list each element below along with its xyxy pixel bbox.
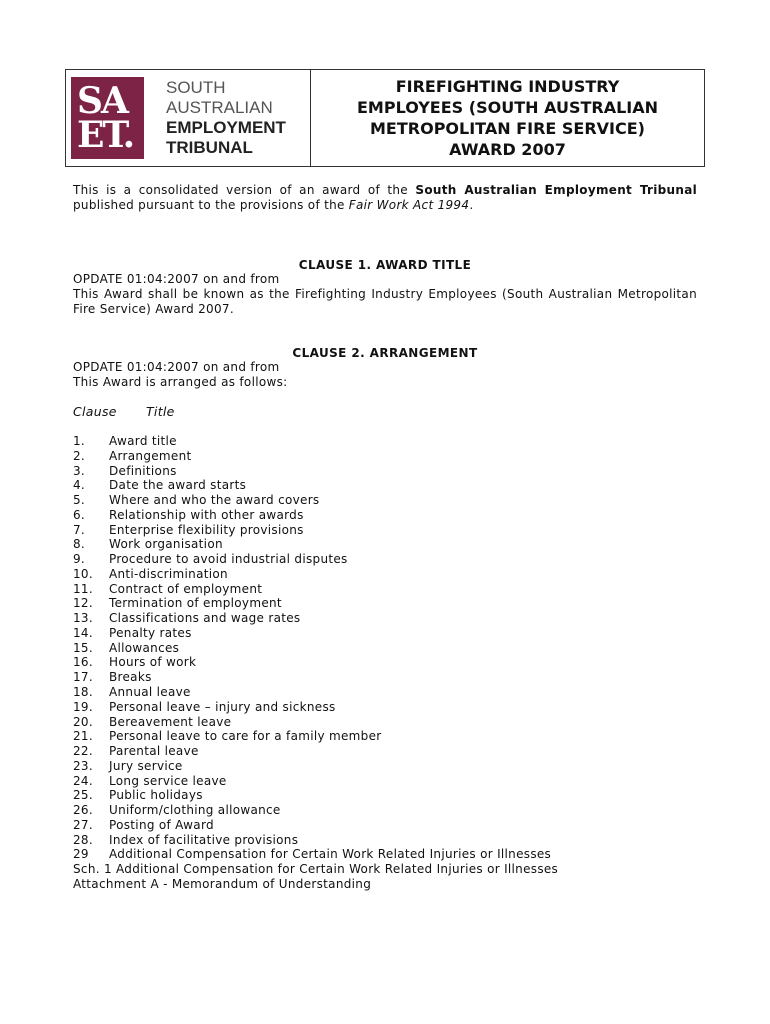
arrangement-item-title: Bereavement leave bbox=[109, 714, 232, 729]
intro-text: . bbox=[469, 198, 474, 212]
arrangement-item-title: Additional Compensation for Certain Work Related Injuries or Illnesses bbox=[109, 847, 552, 862]
arrangement-item bbox=[73, 759, 558, 774]
arrangement-item-title: Uniform/clothing allowance bbox=[109, 803, 281, 818]
arrangement-list bbox=[73, 434, 558, 892]
arrangement-item-title: Annual leave bbox=[109, 685, 191, 700]
arrangement-item-number: 15. bbox=[73, 640, 93, 655]
tribunal-logo bbox=[66, 70, 311, 166]
arrangement-item-number: 25. bbox=[73, 788, 93, 803]
arrangement-item bbox=[73, 523, 558, 538]
arrangement-item-number: 26. bbox=[73, 803, 93, 818]
intro-paragraph bbox=[73, 183, 697, 213]
arrangement-item-number: 9. bbox=[73, 552, 86, 567]
clause-1-heading: CLAUSE 1. AWARD TITLE bbox=[298, 258, 472, 272]
arrangement-item bbox=[73, 449, 558, 464]
logo-word-australian: AUSTRALIAN bbox=[166, 98, 273, 117]
arrangement-item-title: Where and who the award covers bbox=[109, 493, 320, 508]
arrangement-item bbox=[73, 464, 558, 479]
arrangement-item-number: 22. bbox=[73, 744, 93, 759]
arrangement-item-title: Date the award starts bbox=[109, 478, 247, 493]
arrangement-item bbox=[73, 596, 558, 611]
logo-wordmark bbox=[166, 78, 286, 158]
arrangement-item-title: Long service leave bbox=[109, 773, 227, 788]
arrangement-item bbox=[73, 788, 558, 803]
arrangement-item bbox=[73, 803, 558, 818]
award-title-line: AWARD 2007 bbox=[449, 140, 566, 159]
arrangement-item-number: 13. bbox=[73, 611, 93, 626]
arrangement-item-title: Posting of Award bbox=[109, 817, 214, 832]
arrangement-column-headers bbox=[73, 404, 175, 419]
arrangement-item-number: 29 bbox=[73, 847, 89, 862]
arrangement-item-title: Termination of employment bbox=[109, 596, 282, 611]
arrangement-item bbox=[73, 567, 558, 582]
arrangement-item-title: Personal leave – injury and sickness bbox=[109, 699, 336, 714]
arrangement-item bbox=[73, 715, 558, 730]
arrangement-item bbox=[73, 847, 558, 862]
arrangement-item-title: Definitions bbox=[109, 463, 177, 478]
arrangement-item-title: Penalty rates bbox=[109, 625, 192, 640]
intro-act-name: Fair Work Act 1994 bbox=[348, 198, 470, 212]
award-title-line: FIREFIGHTING INDUSTRY bbox=[395, 77, 620, 96]
arrangement-item-number: 20. bbox=[73, 714, 93, 729]
arrangement-item-title: Award title bbox=[109, 434, 177, 448]
arrangement-item-number: 24. bbox=[73, 773, 93, 788]
arrangement-item-number: 11. bbox=[73, 581, 93, 596]
arrangement-item-title: Breaks bbox=[109, 670, 152, 685]
clause-2-text: This Award is arranged as follows: bbox=[73, 375, 288, 389]
logo-word-tribunal: TRIBUNAL bbox=[166, 138, 253, 157]
arrangement-item-title: Allowances bbox=[109, 640, 180, 655]
arrangement-item-number: 2. bbox=[73, 448, 86, 463]
arrangement-item-number: 1. bbox=[73, 434, 86, 448]
arrangement-item-number: 5. bbox=[73, 493, 86, 508]
document-header bbox=[65, 69, 705, 167]
arrangement-item-number: 3. bbox=[73, 463, 86, 478]
arrangement-item-title: Enterprise flexibility provisions bbox=[109, 522, 304, 537]
intro-tribunal-name: South Australian Employment Tribunal bbox=[415, 183, 698, 197]
attachment-a-entry: Attachment A - Memorandum of Understanding bbox=[73, 876, 372, 891]
clause-1-text: This Award shall be known as the Firefighting Industry Employees (South Australian Metropolitan Fire Service) Award 2007. bbox=[73, 287, 697, 316]
arrangement-item bbox=[73, 833, 558, 848]
arrangement-item bbox=[73, 626, 558, 641]
logo-word-south: SOUTH bbox=[166, 78, 226, 97]
arrangement-item-title: Parental leave bbox=[109, 744, 199, 759]
arrangement-item-title: Arrangement bbox=[109, 448, 192, 463]
arrangement-item-title: Hours of work bbox=[109, 655, 197, 670]
arrangement-item bbox=[73, 508, 558, 523]
arrangement-item bbox=[73, 434, 558, 449]
logo-mark-line2: ET. bbox=[77, 114, 134, 156]
arrangement-item bbox=[73, 700, 558, 715]
column-header-clause: Clause bbox=[73, 404, 117, 419]
arrangement-item-number: 23. bbox=[73, 758, 93, 773]
arrangement-item bbox=[73, 537, 558, 552]
arrangement-item-number: 18. bbox=[73, 685, 93, 700]
arrangement-item-title: Anti-discrimination bbox=[109, 566, 228, 581]
arrangement-item bbox=[73, 729, 558, 744]
arrangement-item-number: 8. bbox=[73, 537, 86, 552]
arrangement-item-title: Jury service bbox=[109, 758, 183, 773]
arrangement-item bbox=[73, 611, 558, 626]
arrangement-item-number: 4. bbox=[73, 478, 86, 493]
arrangement-item-number: 7. bbox=[73, 522, 86, 537]
award-title-line: EMPLOYEES (SOUTH AUSTRALIAN bbox=[356, 98, 659, 117]
schedule-1-entry: Sch. 1 Additional Compensation for Certain Work Related Injuries or Illnesses bbox=[73, 862, 559, 877]
arrangement-item bbox=[73, 685, 558, 700]
arrangement-item-number: 27. bbox=[73, 817, 93, 832]
arrangement-item-number: 12. bbox=[73, 596, 93, 611]
arrangement-item-title: Public holidays bbox=[109, 788, 203, 803]
arrangement-item-number: 28. bbox=[73, 832, 93, 847]
arrangement-item-number: 17. bbox=[73, 670, 93, 685]
arrangement-item bbox=[73, 655, 558, 670]
arrangement-item-number: 10. bbox=[73, 566, 93, 581]
arrangement-item bbox=[73, 818, 558, 833]
arrangement-item bbox=[73, 478, 558, 493]
arrangement-item bbox=[73, 744, 558, 759]
clause-1-opdate: OPDATE 01:04:2007 on and from bbox=[73, 272, 280, 286]
arrangement-item-number: 16. bbox=[73, 655, 93, 670]
arrangement-item-title: Personal leave to care for a family member bbox=[109, 729, 382, 744]
arrangement-item-number: 6. bbox=[73, 507, 86, 522]
logo-mark-line1: SA bbox=[77, 80, 127, 122]
arrangement-item-title: Classifications and wage rates bbox=[109, 611, 301, 626]
arrangement-item bbox=[73, 774, 558, 789]
clause-2-opdate: OPDATE 01:04:2007 on and from bbox=[73, 360, 280, 374]
arrangement-item-number: 19. bbox=[73, 699, 93, 714]
award-title bbox=[311, 70, 704, 166]
logo-word-employment: EMPLOYMENT bbox=[166, 118, 286, 137]
clause-2-heading: CLAUSE 2. ARRANGEMENT bbox=[292, 346, 478, 360]
arrangement-item-number: 14. bbox=[73, 625, 93, 640]
award-title-line: METROPOLITAN FIRE SERVICE) bbox=[370, 119, 645, 138]
intro-text: This is a consolidated version of an award of the bbox=[73, 183, 416, 197]
arrangement-item-number: 21. bbox=[73, 729, 93, 744]
arrangement-item-title: Procedure to avoid industrial disputes bbox=[109, 552, 348, 567]
arrangement-item bbox=[73, 582, 558, 597]
column-header-title: Title bbox=[146, 404, 175, 419]
intro-text: published pursuant to the provisions of the bbox=[73, 198, 349, 212]
saet-logo-mark bbox=[71, 77, 144, 159]
arrangement-item-title: Relationship with other awards bbox=[109, 507, 304, 522]
arrangement-item bbox=[73, 552, 558, 567]
arrangement-item-title: Index of facilitative provisions bbox=[109, 832, 299, 847]
arrangement-item bbox=[73, 670, 558, 685]
arrangement-item bbox=[73, 641, 558, 656]
arrangement-item-title: Work organisation bbox=[109, 537, 223, 552]
arrangement-item bbox=[73, 493, 558, 508]
arrangement-item-title: Contract of employment bbox=[109, 581, 263, 596]
